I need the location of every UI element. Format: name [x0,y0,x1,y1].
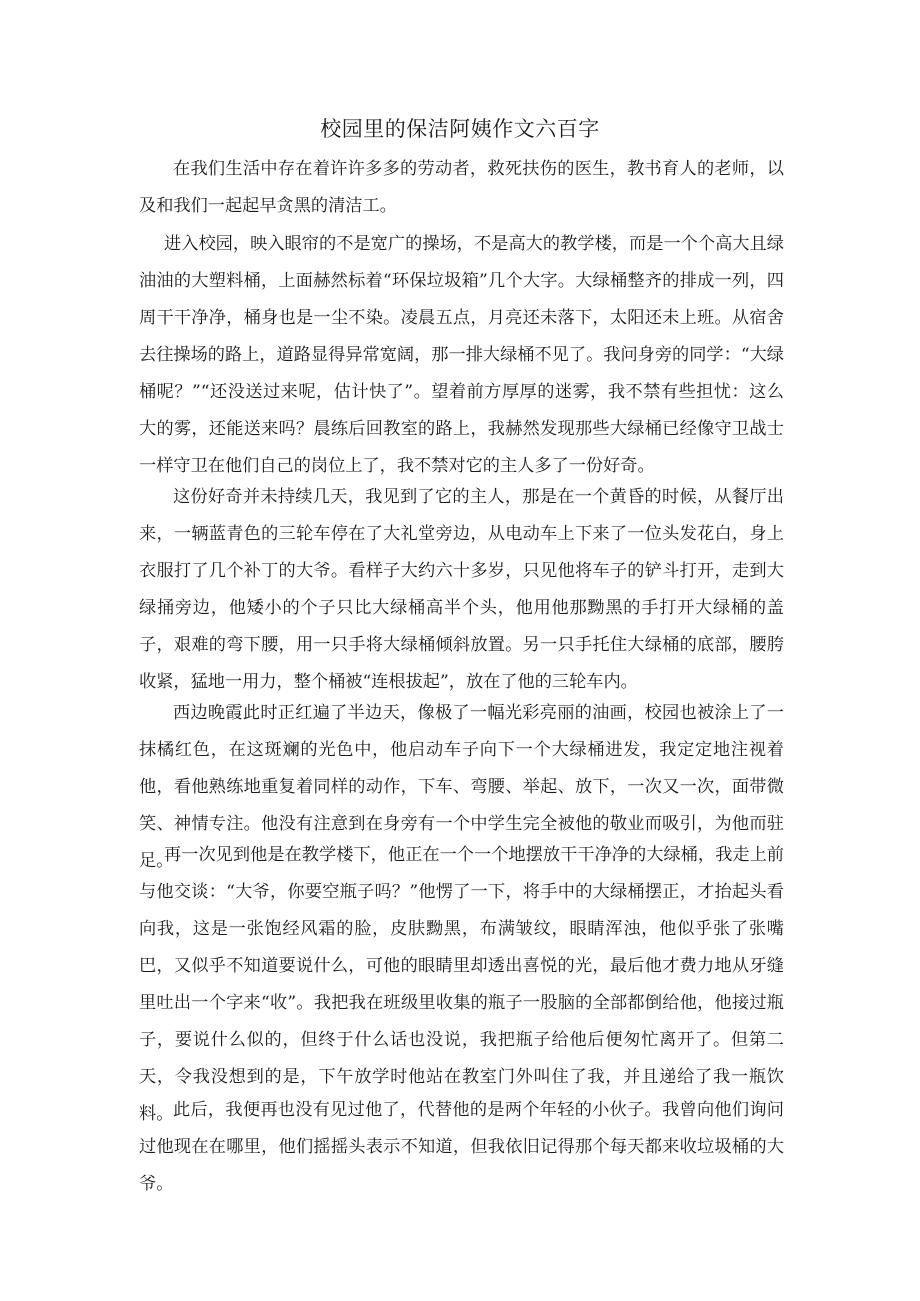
paragraph-6: 此后，我便再也没有见过他了，代替他的是两个年轻的小伙子。我曾向他们询问过他现在在哪里，他们摇摇头表示不知道，但我依旧记得那个每天都来收垃圾桶的大爷。 [139,1100,784,1194]
paragraph-3: 这份好奇并未持续几天，我见到了它的主人，那是在一个黄昏的时候，从餐厅出来，一辆蓝青色的三轮车停在了大礼堂旁边，从电动车上下来了一位头发花白，身上衣服打了几个补丁的大爷。看样子大约六十多岁，只见他将车子的铲斗打开，走到大绿捅旁边，他矮小的个子只比大绿桶高半个头，他用他那黝黑的手打开大绿桶的盖子，艰难的弯下腰，用一只手将大绿桶倾斜放置。另一只手托住大绿桶的底部，腰胯收紧，猛地一用力，整个桶被“连根拔起”，放在了他的三轮车内。 [139,487,784,692]
paragraph-2: 进入校园，映入眼帘的不是宽广的操场，不是高大的教学楼，而是一个个高大且绿油油的大塑料桶，上面赫然标着“环保垃圾箱”几个大字。大绿桶整齐的排成一列，四周干干净净，桶身也是一尘不染。凌晨五点，月亮还未落下，太阳还未上班。从宿舍去往操场的路上，道路显得异常宽阔，那一排大绿桶不见了。我问身旁的同学：“大绿桶呢？”“还没送过来呢，估计快了”。望着前方厚厚的迷雾，我不禁有些担忧：这么大的雾，还能送来吗？晨练后回教室的路上，我赫然发现那些大绿桶已经像守卫战士一样守卫在他们自己的岗位上了，我不禁对它的主人多了一份好奇。 [139,234,784,476]
document-title: 校园里的保洁阿姨作文六百字 [320,117,600,141]
paragraph-1: 在我们生活中存在着许许多多的劳动者，救死扶伤的医生，教书育人的老师，以及和我们一起起早贪黑的清洁工。 [139,159,784,216]
paragraph-5: 再一次见到他是在教学楼下，他正在一个一个地摆放干干净净的大绿桶，我走上前与他交谈：“大爷，你要空瓶子吗？”他愣了一下，将手中的大绿桶摆正，才抬起头看向我，这是一张饱经风霜的脸，皮肤黝黑，布满皱纹，眼睛浑浊，他似乎张了张嘴巴，又似乎不知道要说什么，可他的眼睛里却透出喜悦的光，最后他才费力地从牙缝里吐出一个字来“收”。我把我在班级里收集的瓶子一股脑的全部都倒给他，他接过瓶子，要说什么似的，但终于什么话也没说，我把瓶子给他后便匆忙离开了。但第二天，令我没想到的是，下午放学时他站在教室门外叫住了我，并且递给了我一瓶饮料。 [139,845,784,1124]
paragraph-4: 西边晚霞此时正红遍了半边天，像极了一幅光彩亮丽的油画，校园也被涂上了一抹橘红色，在这斑斓的光色中，他启动车子向下一个大绿桶进发，我定定地注视着他，看他熟练地重复着同样的动作，下车、弯腰、举起、放下，一次又一次，面带微笑、神情专注。他没有注意到在身旁有一个中学生完全被他的敬业而吸引，为他而驻足。 [139,703,784,871]
